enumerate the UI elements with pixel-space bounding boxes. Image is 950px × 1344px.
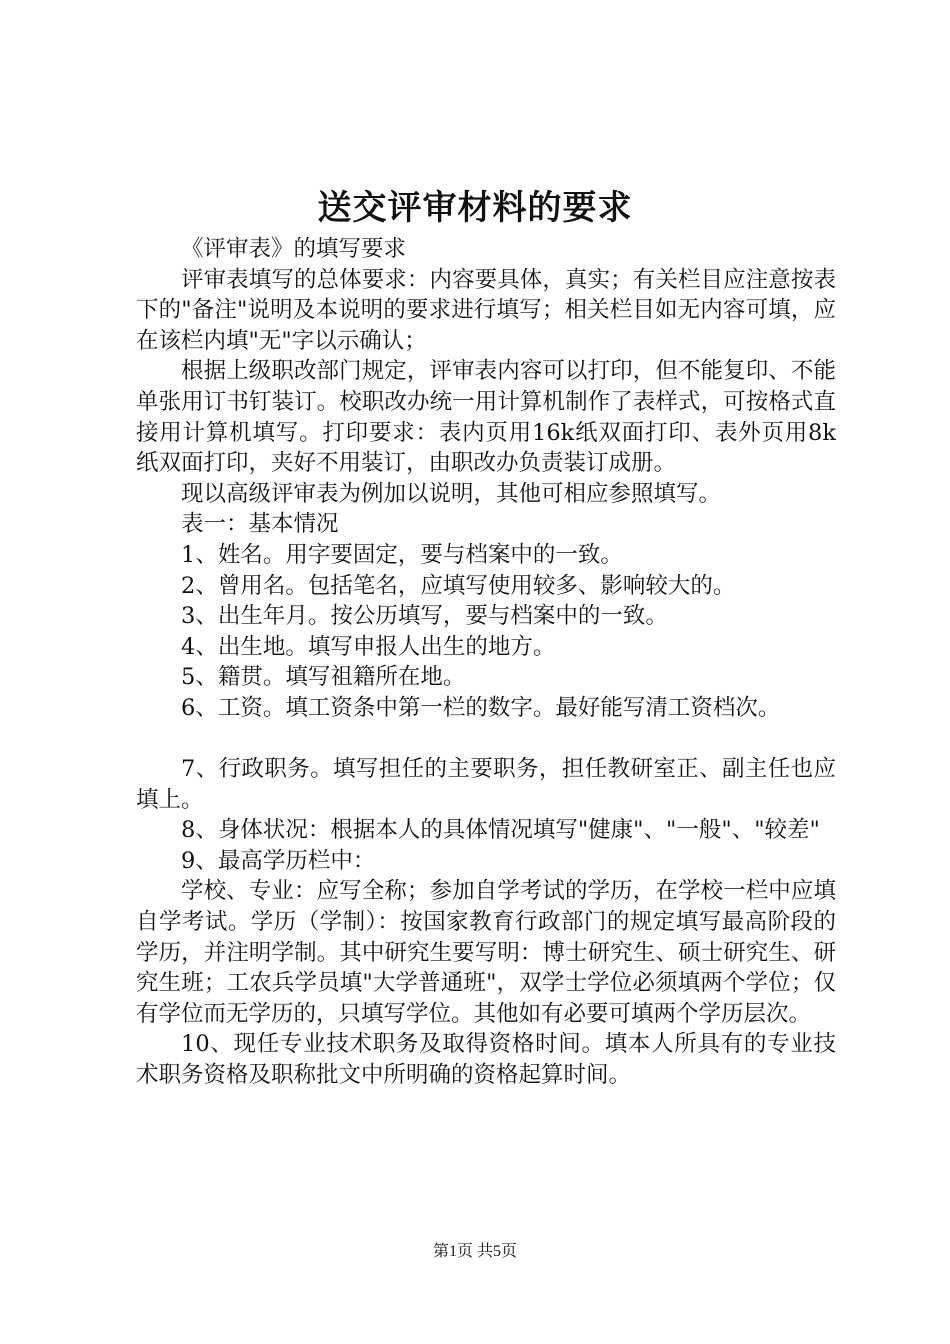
list-item: 10、现任专业技术职务及取得资格时间。填本人所具有的专业技术职务资格及职称批文中所明确的资格起算时间。 <box>136 1031 836 1089</box>
body-paragraph: 根据上级职改部门规定，评审表内容可以打印，但不能复印、不能单张用订书钉装订。校职改办统一用计算机制作了表样式，可按格式直接用计算机填写。打印要求：表内页用16k纸双面打印、表外页用8k纸双面打印，夹好不用装订，由职改办负责装订成册。 <box>136 358 836 477</box>
list-item: 7、行政职务。填写担任的主要职务，担任教研室正、副主任也应填上。 <box>136 756 836 813</box>
list-item: 6、工资。填工资条中第一栏的数字。最好能写清工资档次。 <box>181 694 781 721</box>
page-footer: 第1页 共5页 <box>432 1243 517 1260</box>
list-item: 2、曾用名。包括笔名，应填写使用较多、影响较大的。 <box>181 572 736 599</box>
section-heading: 《评审表》的填写要求 <box>181 236 407 262</box>
list-item: 3、出生年月。按公历填写，要与档案中的一致。 <box>181 603 668 630</box>
body-paragraph: 评审表填写的总体要求：内容要具体，真实；有关栏目应注意按表下的"备注"说明及本说明的要求进行填写；相关栏目如无内容可填，应在该栏内填"无"字以示确认； <box>136 266 836 354</box>
list-item: 9、最高学历栏中： <box>181 847 376 874</box>
section-heading: 表一：基本情况 <box>181 511 339 538</box>
list-item: 8、身体状况：根据本人的具体情况填写"健康"、"一般"、"较差" <box>181 817 820 844</box>
document-body <box>136 234 836 1091</box>
list-item: 1、姓名。用字要固定，要与档案中的一致。 <box>181 541 623 568</box>
body-paragraph: 学校、专业：应写全称；参加自学考试的学历，在学校一栏中应填自学考试。学历（学制）：按国家教育行政部门的规定填写最高阶段的学历，并注明学制。其中研究生要写明：博士研究生、硕士研究生、研究生班；工农兵学员填"大学普通班"，双学士学位必须填两个学位；仅有学位而无学历的，只填写学位。其他如有必要可填两个学历层次。 <box>136 878 836 1027</box>
body-paragraph: 现以高级评审表为例加以说明，其他可相应参照填写。 <box>181 480 722 507</box>
list-item: 5、籍贯。填写祖籍所在地。 <box>181 664 466 691</box>
list-item: 4、出生地。填写申报人出生的地方。 <box>181 633 556 660</box>
document-title: 送交评审材料的要求 <box>317 188 633 228</box>
